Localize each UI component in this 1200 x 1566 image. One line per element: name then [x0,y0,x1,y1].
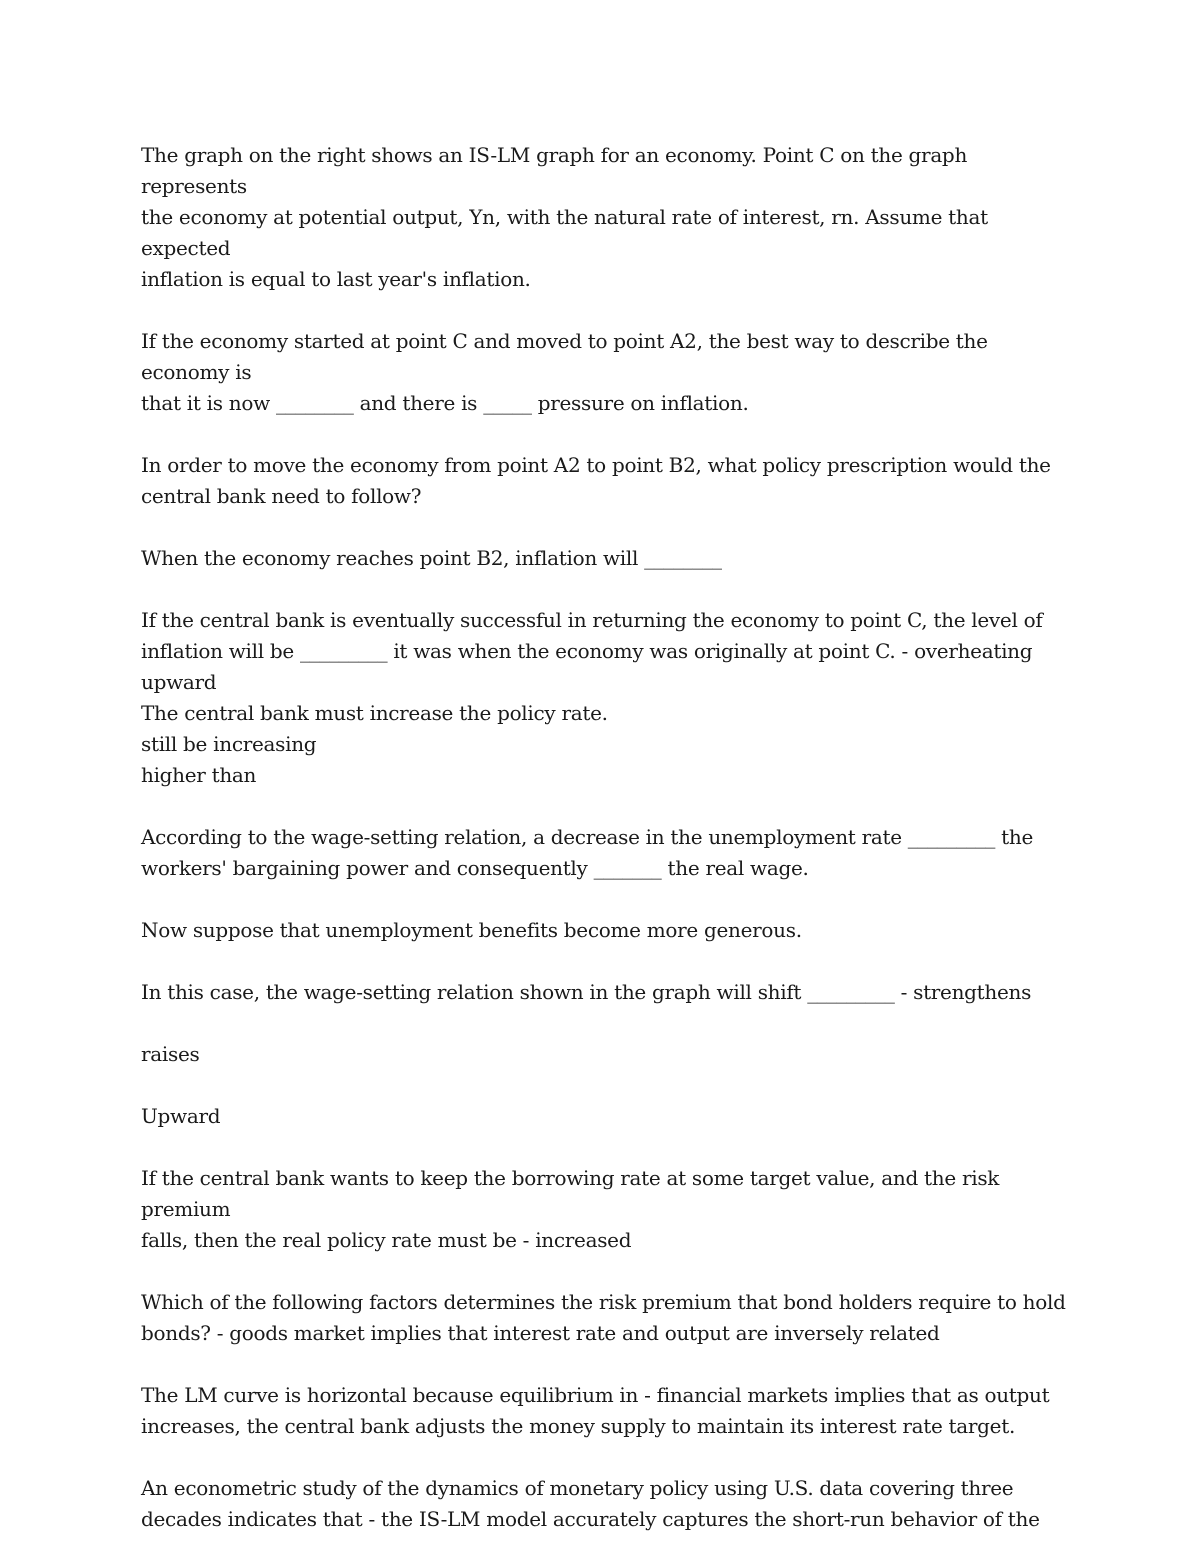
paragraph-3: In order to move the economy from point A2 to point B2, what policy prescription would the central bank need to follow? [141,453,1051,508]
paragraph-14: An econometric study of the dynamics of monetary policy using U.S. data covering three decades indicates that - the IS-LM model accurately captures the short-run behavior of the [141,1476,1040,1531]
paragraph-13: The LM curve is horizontal because equilibrium in - financial markets implies that as output increases, the central bank adjusts the money supply to maintain its interest rate target. [141,1383,1050,1438]
paragraph-12: Which of the following factors determines the risk premium that bond holders require to hold bonds? - goods market implies that interest rate and output are inversely related [141,1290,1066,1345]
paragraph-2: If the economy started at point C and moved to point A2, the best way to describe the economy is that it is now ________ and there is _____ pressure on inflation. [141,329,988,415]
paragraph-10: Upward [141,1104,221,1128]
paragraph-8: In this case, the wage-setting relation shown in the graph will shift _________ - strengthens [141,980,1032,1004]
paragraph-9: raises [141,1042,200,1066]
paragraph-1: The graph on the right shows an IS-LM graph for an economy. Point C on the graph represents the economy at potential output, Yn, with the natural rate of interest, rn. Assume that expected inflation is equal to last year's inflation. [141,143,988,291]
paragraph-7: Now suppose that unemployment benefits become more generous. [141,918,802,942]
paragraph-6: According to the wage-setting relation, a decrease in the unemployment rate _________ the workers' bargaining power and consequently _______ the real wage. [141,825,1034,880]
paragraph-4: When the economy reaches point B2, inflation will ________ [141,546,722,570]
paragraph-5: If the central bank is eventually successful in returning the economy to point C, the level of inflation will be _________ it was when the economy was originally at point C. - overheating upward The central bank must increase the policy rate. still be increasing higher than [141,608,1043,787]
document-body [141,140,1071,1566]
paragraph-11: If the central bank wants to keep the borrowing rate at some target value, and the risk premium falls, then the real policy rate must be - increased [141,1166,1000,1252]
